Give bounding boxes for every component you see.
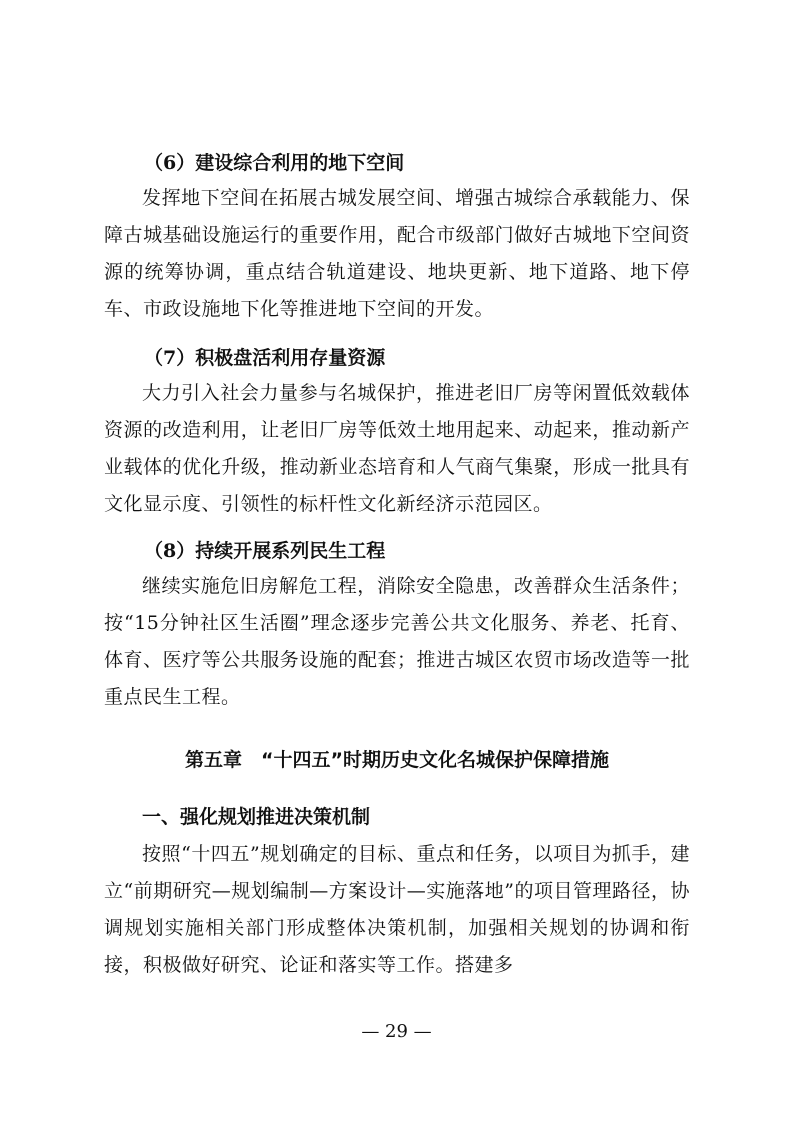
subsection-heading-6: （6）建设综合利用的地下空间: [144, 152, 405, 174]
subsection-body-6: 发挥地下空间在拓展古城发展空间、增强古城综合承载能力、保障古城基础设施运行的重要作用，配合市级部门做好古城地下空间资源的统筹协调，重点结合轨道建设、地块更新、地下道路、地下停车、市政设施地下化等推进地下空间的开发。: [104, 187, 690, 320]
chapter-title: 第五章 “十四五”时期历史文化名城保护保障措施: [185, 749, 609, 771]
section-heading-1: 一、强化规划推进决策机制: [142, 806, 371, 828]
section-body-1: 按照“十四五”规划确定的目标、重点和任务，以项目为抓手，建立“前期研究—规划编制—方案设计—实施落地”的项目管理路径，协调规划实施相关部门形成整体决策机制，加强相关规划的协调和衔接，积极做好研究、论证和落实等工作。搭建多: [104, 843, 690, 976]
subsection-heading-8: （8）持续开展系列民生工程: [144, 540, 386, 562]
page-number: — 29 —: [361, 1021, 432, 1042]
subsection-body-7: 大力引入社会力量参与名城保护，推进老旧厂房等闲置低效载体资源的改造利用，让老旧厂房等低效土地用起来、动起来，推动新产业载体的优化升级，推动新业态培育和人气商气集聚，形成一批具有文化显示度、引领性的标杆性文化新经济示范园区。: [104, 382, 690, 515]
subsection-body-8: 继续实施危旧房解危工程，消除安全隐患，改善群众生活条件；按“15分钟社区生活圈”理念逐步完善公共文化服务、养老、托育、体育、医疗等公共服务设施的配套；推进古城区农贸市场改造等一批重点民生工程。: [104, 575, 690, 708]
subsection-heading-7: （7）积极盘活利用存量资源: [144, 347, 386, 369]
